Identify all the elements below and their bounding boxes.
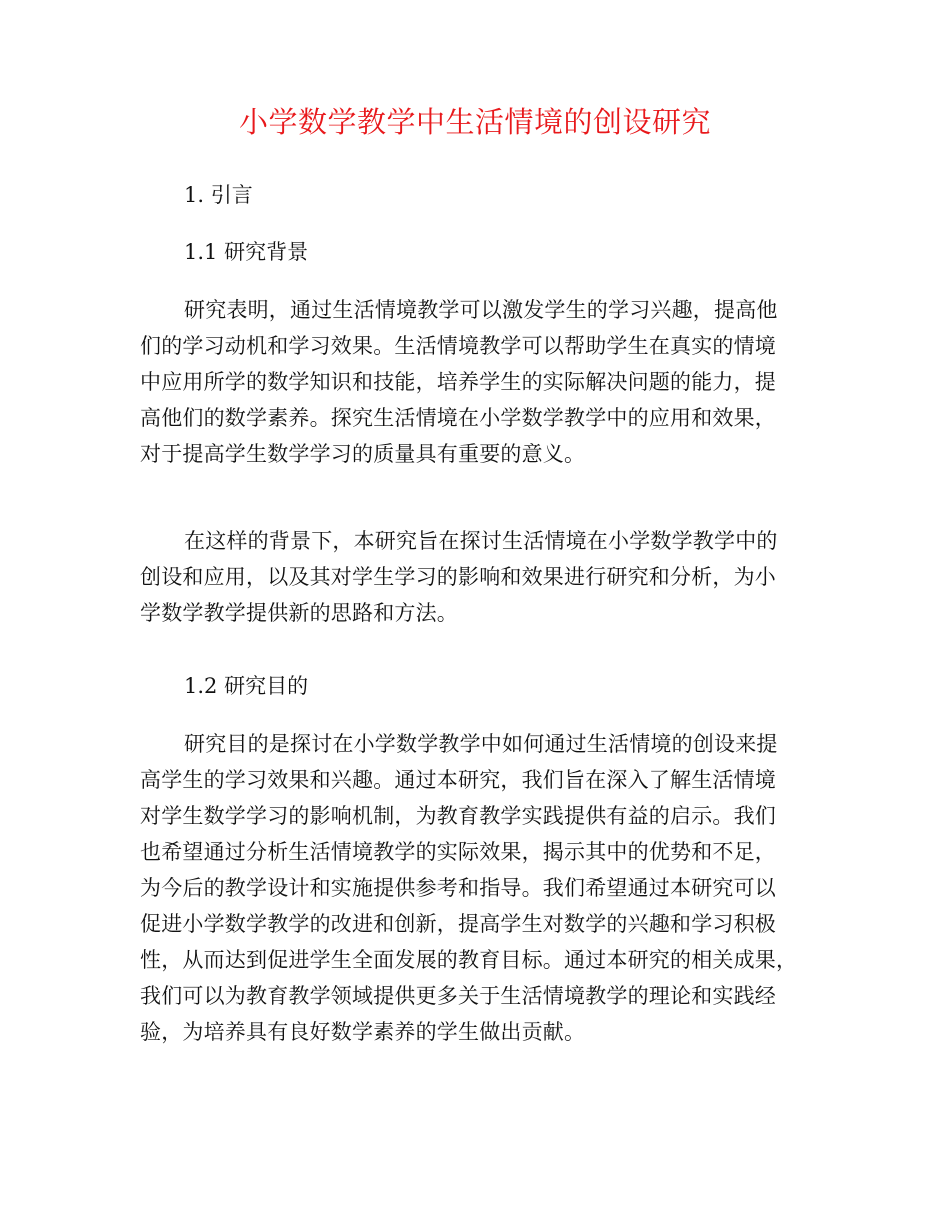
paragraph-line: 中应用所学的数学知识和技能，培养学生的实际解决问题的能力，提 <box>140 370 776 394</box>
paragraph-background-1 <box>140 292 810 472</box>
paragraph-line: 高他们的数学素养。探究生活情境在小学数学教学中的应用和效果， <box>140 406 776 430</box>
paragraph-background-2 <box>140 523 810 631</box>
paragraph-line: 对学生数学学习的影响机制，为教育教学实践提供有益的启示。我们 <box>140 804 776 828</box>
paragraph-line: 也希望通过分析生活情境教学的实际效果，揭示其中的优势和不足， <box>140 840 776 864</box>
paragraph-line: 验，为培养具有良好数学素养的学生做出贡献。 <box>140 1020 586 1044</box>
paragraph-purpose <box>140 726 810 1050</box>
paragraph-line: 研究目的是探讨在小学数学教学中如何通过生活情境的创设来提 <box>184 732 778 756</box>
paragraph-line: 为今后的教学设计和实施提供参考和指导。我们希望通过本研究可以 <box>140 876 776 900</box>
paragraph-line: 性，从而达到促进学生全面发展的教育目标。通过本研究的相关成果， <box>140 948 798 972</box>
paragraph-line: 们的学习动机和学习效果。生活情境教学可以帮助学生在真实的情境 <box>140 334 776 358</box>
paragraph-line: 促进小学数学教学的改进和创新，提高学生对数学的兴趣和学习积极 <box>140 912 776 936</box>
document-title: 小学数学教学中生活情境的创设研究 <box>238 105 711 139</box>
section-heading-research-background: 1.1 研究背景 <box>184 240 309 264</box>
paragraph-line: 我们可以为教育教学领域提供更多关于生活情境教学的理论和实践经 <box>140 984 776 1008</box>
section-heading-introduction: 1. 引言 <box>184 183 253 207</box>
paragraph-line: 高学生的学习效果和兴趣。通过本研究，我们旨在深入了解生活情境 <box>140 768 776 792</box>
paragraph-line: 创设和应用，以及其对学生学习的影响和效果进行研究和分析，为小 <box>140 565 776 589</box>
paragraph-line: 对于提高学生数学学习的质量具有重要的意义。 <box>140 442 586 466</box>
section-heading-research-purpose: 1.2 研究目的 <box>184 674 309 698</box>
paragraph-line: 研究表明，通过生活情境教学可以激发学生的学习兴趣，提高他 <box>184 298 778 322</box>
paragraph-line: 学数学教学提供新的思路和方法。 <box>140 601 458 625</box>
paragraph-line: 在这样的背景下，本研究旨在探讨生活情境在小学数学教学中的 <box>184 529 778 553</box>
